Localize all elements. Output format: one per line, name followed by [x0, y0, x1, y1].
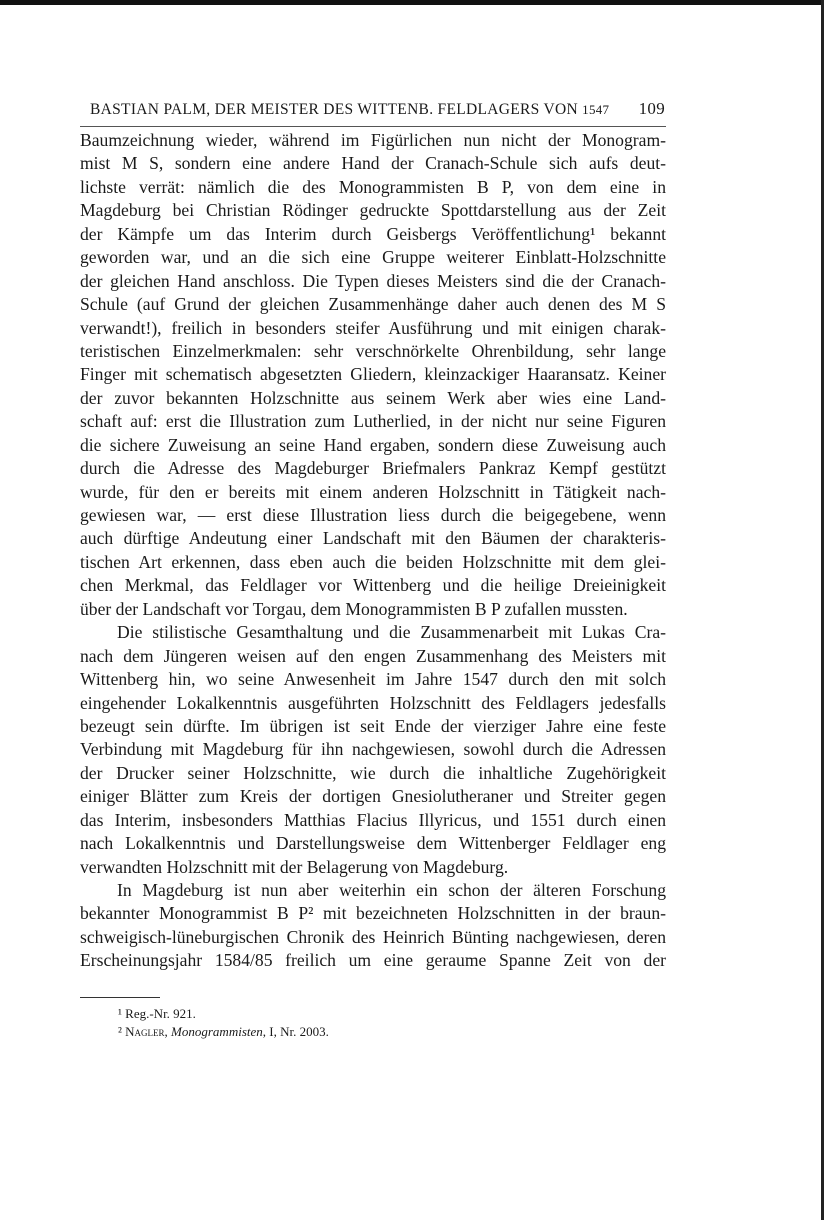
text-line: verwandt!), freilich in besonders steifer Ausführung und mit einigen charak-	[80, 317, 666, 338]
text-line: einiger Blätter zum Kreis der dortigen Gnesiolutheraner und Streiter gegen	[80, 786, 666, 807]
text-line: schaft auf: erst die Illustration zum Lutherlied, in der nicht nur seine Figuren	[80, 411, 666, 432]
text-line: wurde, für den er bereits mit einem anderen Holzschnitt in Tätigkeit nach-	[80, 481, 666, 502]
text-line: der gleichen Hand anschloss. Die Typen dieses Meisters sind die der Cranach-	[80, 270, 666, 291]
text-line: durch die Adresse des Magdeburger Briefmalers Pankraz Kempf gestützt	[80, 458, 666, 479]
text-line: tischen Art erkennen, dass eben auch die beiden Holzschnitte mit dem glei-	[80, 551, 666, 572]
text-line: nach Lokalkenntnis und Darstellungsweise dem Wittenberger Feldlager eng	[80, 833, 666, 854]
header-rule	[80, 126, 666, 127]
footnote-rule	[80, 997, 160, 998]
running-title	[90, 101, 609, 119]
running-title-year: 1547	[582, 102, 610, 117]
text-line: Verbindung mit Magdeburg für ihn nachgewiesen, sowohl durch die Adressen	[80, 739, 666, 760]
text-line: Erscheinungsjahr 1584/85 freilich um eine geraume Spanne Zeit von der	[80, 950, 666, 971]
footnote-mark: ¹	[118, 1006, 122, 1021]
footnote-separator: ,	[164, 1024, 172, 1039]
page-number: 109	[638, 99, 665, 118]
text-line: Schule (auf Grund der gleichen Zusammenhänge daher auch denen des M S	[80, 294, 666, 315]
text-line: auch dürftige Andeutung einer Landschaft mit den Bäumen der charakteris-	[80, 528, 666, 549]
footnote-mark: ²	[118, 1024, 122, 1039]
text-line: nach dem Jüngeren weisen auf den engen Zusammenhang des Meisters mit	[80, 645, 666, 666]
text-line: In Magdeburg ist nun aber weiterhin ein schon der älteren Forschung	[117, 880, 666, 900]
footnote-author: Nagler	[125, 1024, 165, 1039]
scan-border-top	[0, 0, 824, 5]
running-header	[84, 101, 665, 121]
text-line: über der Landschaft vor Torgau, dem Monogrammisten B P zufallen mussten.	[80, 598, 628, 619]
text-line: verwandten Holzschnitt mit der Belagerung von Magdeburg.	[80, 856, 509, 877]
footnotes	[118, 1005, 329, 1041]
text-line: Finger mit schematisch abgesetzten Gliedern, kleinzackiger Haaransatz. Keiner	[80, 364, 666, 385]
text-line: der zuvor bekannten Holzschnitte aus seinem Werk aber wies eine Land-	[80, 387, 666, 408]
text-line: teristischen Einzelmerkmalen: sehr verschnörkelte Ohrenbildung, sehr lange	[80, 340, 666, 361]
text-line: bezeugt sein dürfte. Im übrigen ist seit Ende der vierziger Jahre eine feste	[80, 715, 666, 736]
text-line: Magdeburg bei Christian Rödinger gedruckte Spottdarstellung aus der Zeit	[80, 200, 666, 221]
body-text	[80, 129, 666, 973]
text-line: die sichere Zuweisung an seine Hand ergaben, sondern diese Zuweisung auch	[80, 434, 666, 455]
text-line: chen Merkmal, das Feldlager vor Wittenberg und die heilige Dreieinigkeit	[80, 575, 666, 596]
text-line: lichste verrät: nämlich die des Monogrammisten B P, von dem eine in	[80, 176, 666, 197]
text-line: der Drucker seiner Holzschnitte, wie durch die inhaltliche Zugehörigkeit	[80, 762, 666, 783]
text-line: eingehender Lokalkenntnis ausgeführten Holzschnitt des Feldlagers jedesfalls	[80, 692, 666, 713]
text-line: Baumzeichnung wieder, während im Figürlichen nun nicht der Monogram-	[80, 130, 666, 150]
text-line: Die stilistische Gesamthaltung und die Zusammenarbeit mit Lukas Cra-	[117, 622, 666, 643]
footnote-2	[118, 1023, 329, 1041]
text-line: der Kämpfe um das Interim durch Geisbergs Veröffentlichung¹ bekannt	[80, 223, 666, 244]
text-line: das Interim, insbesonders Matthias Flacius Illyricus, und 1551 durch einen	[80, 809, 666, 830]
text-line: Wittenberg hin, wo seine Anwesenheit im Jahre 1547 durch den mit solch	[80, 669, 666, 690]
text-line: mist M S, sondern eine andere Hand der Cranach-Schule sich aufs deut-	[80, 153, 666, 174]
running-title-text: BASTIAN PALM, DER MEISTER DES WITTENB. FELDLAGERS VON	[90, 101, 578, 118]
text-line: geworden war, und an die sich eine Gruppe weiterer Einblatt-Holzschnitte	[80, 247, 666, 268]
text-line: schweigisch-lüneburgischen Chronik des Heinrich Bünting nachgewiesen, deren	[80, 926, 666, 947]
footnote-work: Monogrammisten	[171, 1024, 263, 1039]
text-line: bekannter Monogrammist B P² mit bezeichneten Holzschnitten in der braun-	[80, 903, 666, 924]
footnote-text: , I, Nr. 2003.	[262, 1024, 329, 1039]
text-line: gewiesen war, — erst diese Illustration liess durch die beigegebene, wenn	[80, 505, 666, 525]
footnote-1	[118, 1005, 329, 1023]
footnote-text: Reg.-Nr. 921.	[125, 1006, 196, 1021]
